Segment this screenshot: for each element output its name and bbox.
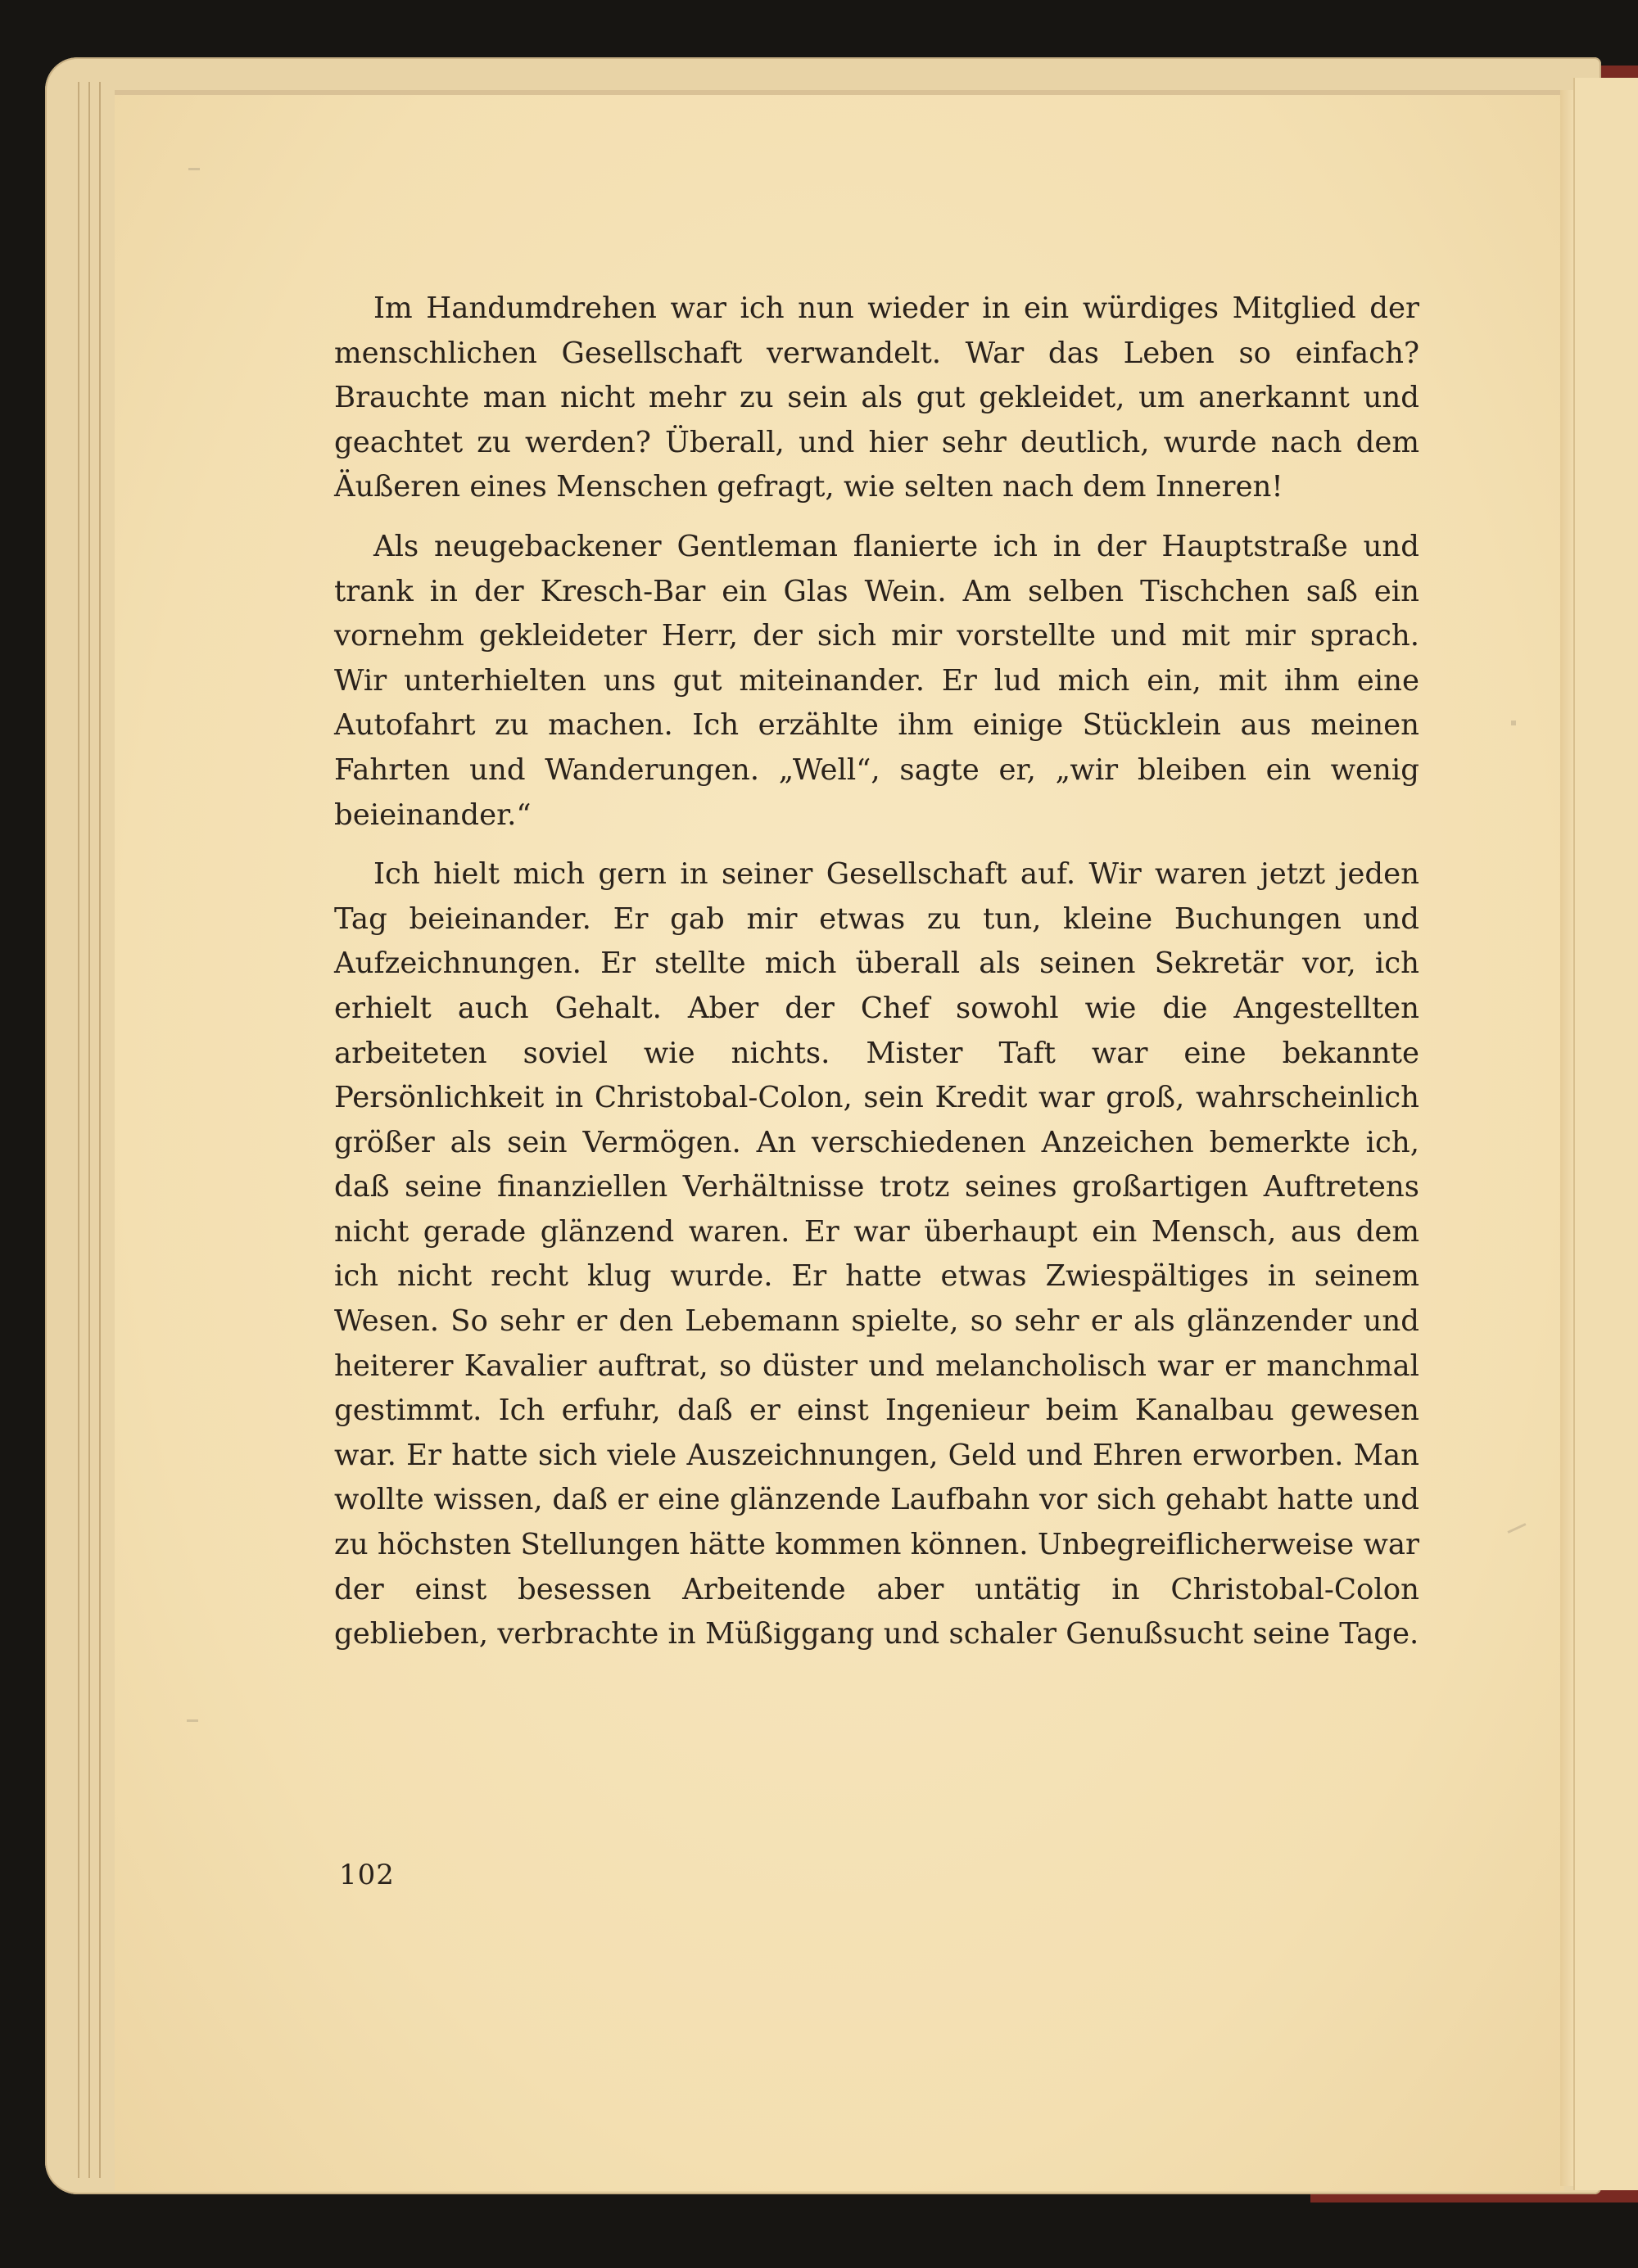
page-edge-line <box>99 82 101 2178</box>
paragraph: Im Handumdrehen war ich nun wieder in ein würdiges Mitglied der menschlichen Gesellschaft verwandelt. War das Leben so einfach? Brauchte man nicht mehr zu sein als gut gekleidet, um anerkannt und geachtet zu werden? Überall, und hier sehr deutlich, wurde nach dem Äußeren eines Menschen gefragt, wie selten nach dem Inneren! <box>334 291 1419 504</box>
paper-speck <box>187 1719 198 1722</box>
body-text <box>334 287 1419 1672</box>
page-edge-line <box>88 82 90 2178</box>
paragraph: Ich hielt mich gern in seiner Gesellschaft auf. Wir waren jetzt jeden Tag beieinander. Er gab mir etwas zu tun, kleine Buchungen und Aufzeichnungen. Er stellte mich überall als seinen Sekretär vor, ich erhielt auch Gehalt. Aber der Chef sowohl wie die Angestellten arbeiteten soviel wie nichts. Mister Taft war eine bekannte Persönlichkeit in Christobal-Colon, sein Kredit war groß, wahrscheinlich größer als sein Vermögen. An verschiedenen Anzeichen bemerkte ich, daß seine finanziellen Verhältnisse trotz seines großartigen Auftretens nicht gerade glänzend waren. Er war überhaupt ein Mensch, aus dem ich nicht recht klug wurde. Er hatte etwas Zwiespältiges in seinem Wesen. So sehr er den Lebemann spielte, so sehr er als glänzender und heiterer Kavalier auftrat, so düster und melancholisch war er manchmal gestimmt. Ich erfuhr, daß er einst Ingenieur beim Kanalbau gewesen war. Er hatte sich viele Auszeichnungen, Geld und Ehren erworben. Man wollte wissen, daß er eine glänzende Laufbahn vor sich gehabt hatte und zu höchsten Stellungen hätte kommen können. Unbegreiflicherweise war der einst besessen Arbeitende aber untätig in Christobal-Colon geblieben, verbrachte in Müßiggang und schaler Genußsucht seine Tage. <box>334 857 1419 1651</box>
paper-speck <box>1511 721 1516 725</box>
paragraph: Als neugebackener Gentleman flanierte ich in der Hauptstraße und trank in der Kresch-Bar ein Glas Wein. Am selben Tischchen saß ein vornehm gekleideter Herr, der sich mir vorstellte und mit mir sprach. Wir unterhielten uns gut miteinander. Er lud mich ein, mit ihm eine Autofahrt zu machen. Ich erzählte ihm einige Stücklein aus meinen Fahrten und Wanderungen. „Well“, sagte er, „wir bleiben ein wenig beieinander.“ <box>334 529 1419 832</box>
paper-speck <box>188 168 200 170</box>
page-gutter <box>1560 90 1573 2186</box>
page-edge-line <box>78 82 79 2178</box>
page-number: 102 <box>339 1859 395 1891</box>
adjacent-page-edge <box>1573 78 1638 2190</box>
